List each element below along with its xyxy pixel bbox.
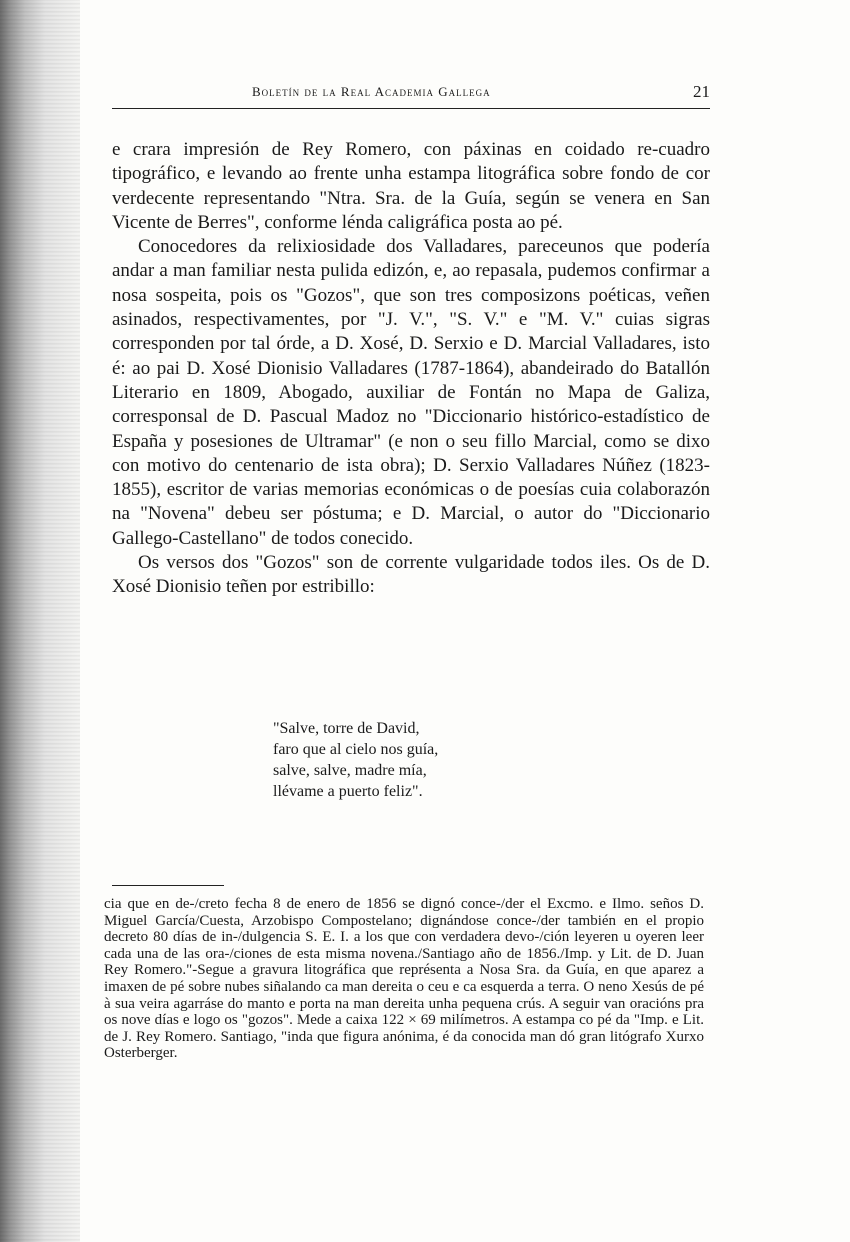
verse-line: "Salve, torre de David, <box>273 720 420 737</box>
paragraph-continuation: e crara impresión de Rey Romero, con páxinas en coidado re-cuadro tipográfico, e levando ao frente unha estampa litográfica sobre fondo de cor verdecente representando "Ntra. Sra. de la Guía, según se venera en San Vicente de Berres", conforme lénda caligráfica posta ao pé. <box>112 139 710 233</box>
verse-estribillo <box>273 718 438 802</box>
paragraph-gozos: Os versos dos "Gozos" son de corrente vulgaridade todos iles. Os de D. Xosé Dionisio teñen por estribillo: <box>112 552 710 598</box>
verse-line: llévame a puerto feliz". <box>273 783 423 800</box>
page-number: 21 <box>693 82 710 101</box>
page-binding-shadow <box>0 0 80 1242</box>
footnote: cia que en de-/creto fecha 8 de enero de 1856 se dignó conce-/der el Excmo. e Ilmo. seños D. Miguel García/Cuesta, Arzobispo Compostelano; dignándose conce-/der también en el propio decreto 80 días de in-/dulgencia S. E. I. a los que con verdadera devo-/ción leyeren u oyeren leer cada una de las ora-/ciones de esta misma novena./Santiago año de 1856./Imp. y Lit. de D. Juan Rey Romero."-Segue a gravura litográfica que représenta a Nosa Sra. da Guía, en que aparez a imaxen de pé sobre nubes siñalando ca man dereita o ceu e ca esquerda a terra. O neno Xesús de pé à sua veira agarráse do manto e porta na man dereita unha pequena crús. A seguir van oracións pra os nove días e logo os "gozos". Mede a caixa 122 × 69 milímetros. A estampa co pé da "Imp. e Lit. de J. Rey Romero. Santiago, "inda que figura anónima, é da conocida man dó gran litógrafo Xurxo Osterberger. <box>104 896 704 1062</box>
page-header <box>112 82 710 110</box>
main-text <box>112 138 710 600</box>
header-rule <box>112 108 710 109</box>
running-title: Boletín de la Real Academia Gallega <box>252 84 491 99</box>
verse-line: faro que al cielo nos guía, <box>273 741 439 758</box>
verse-line: salve, salve, madre mía, <box>273 762 427 779</box>
paragraph-valladares: Conocedores da relixiosidade dos Valladares, pareceunos que podería andar a man familiar nesta pulida edizón, e, ao repasala, pudemos confirmar a nosa sospeita, pois os "Gozos", que son tres composizons poéticas, veñen asinados, respectivamentes, por "J. V.", "S. V." e "M. V." cuias sigras corresponden por tal órde, a D. Xosé, D. Serxio e D. Marcial Valladares, isto é: ao pai D. Xosé Dionisio Valladares (1787-1864), abandeirado do Batallón Literario en 1809, Abogado, auxiliar de Fontán no Mapa de Galiza, corresponsal de D. Pascual Madoz no "Diccionario histórico-estadístico de España y posesiones de Ultramar" (e non o seu fillo Marcial, como se dixo con motivo do centenario de ista obra); D. Serxio Valladares Núñez (1823-1855), escritor de varias memorias económicas o de poesías cuia colaborazón na "Novena" debeu ser póstuma; e D. Marcial, o autor do "Diccionario Gallego-Castellano" de todos conecido. <box>112 236 710 549</box>
footnote-rule <box>112 885 224 886</box>
